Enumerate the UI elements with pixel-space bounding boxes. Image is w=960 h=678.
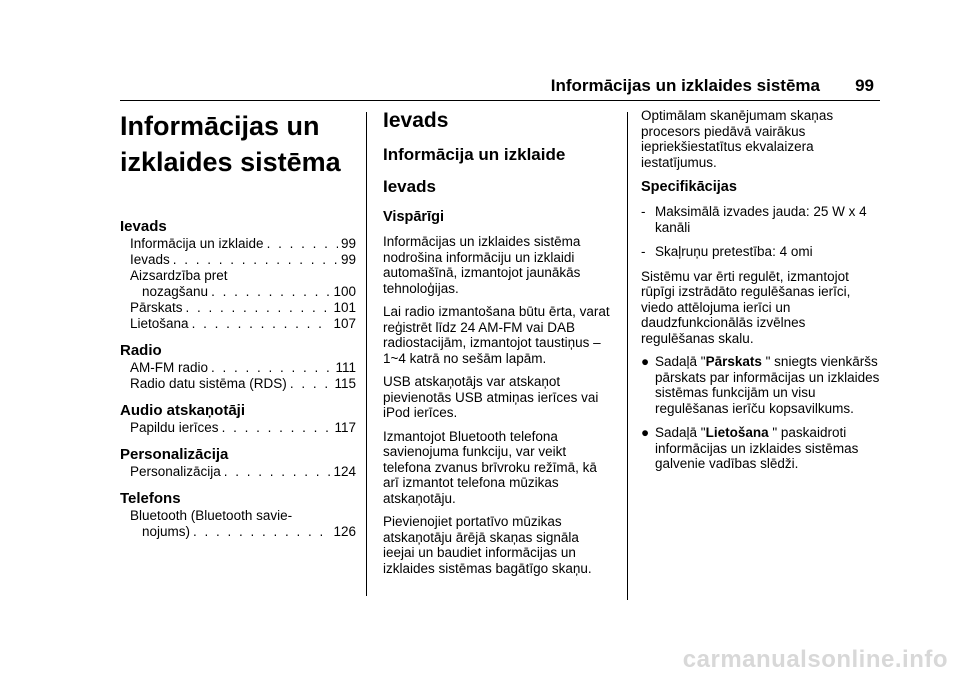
spec-list-item (641, 204, 881, 235)
toc-entry[interactable] (120, 300, 356, 316)
toc-entry-label: Informācija un izklaide (130, 236, 264, 251)
toc-entry[interactable] (120, 316, 356, 332)
toc-leader-dots (193, 524, 330, 540)
toc-entry-page: 107 (333, 316, 356, 331)
toc-entry-label: Radio datu sistēma (RDS) (130, 376, 287, 391)
bullet-text-pre: Sadaļā " (655, 425, 706, 440)
toc-entry-label: Personalizācija (130, 464, 221, 479)
section-heading: Ievads (383, 109, 449, 132)
toc-section-heading: Telefons (120, 490, 181, 507)
toc-leader-dots (290, 376, 332, 392)
topic-heading: Vispārīgi (383, 209, 444, 225)
column-divider (627, 112, 628, 600)
paragraph: Informācijas un izklaides sistēma nodrošina informāciju un izklaidi automašīnā, izmantojot jaunākās tehnoloģijas. (383, 234, 581, 296)
spec-text: Skaļruņu pretestība: 4 omi (655, 244, 813, 259)
bullet-text-bold: Pārskats (705, 354, 762, 369)
watermark[interactable]: carmanualsonline.info (682, 646, 948, 673)
bullet-icon: ● (641, 425, 650, 440)
toc-entry[interactable] (120, 376, 356, 392)
header-title: Informācijas un izklaides sistēma (550, 76, 820, 95)
specs-column (641, 108, 881, 481)
paragraph: Pievienojiet portatīvo mūzikas atskaņotāju ārējā skaņas signāla ieejai un baudiet informācijas un izklaides sistēmas bagātīgo skaņu. (383, 514, 592, 576)
toc-entry-label: Lietošana (130, 316, 189, 331)
toc-section-heading: Personalizācija (120, 446, 229, 463)
toc-entry[interactable] (120, 420, 356, 436)
bullet-list-item (641, 425, 881, 472)
paragraph: USB atskaņotājs var atskaņot pievienotās USB atmiņas ierīces vai iPod ierīces. (383, 374, 599, 420)
toc-entry-label: AM-FM radio (130, 360, 209, 375)
toc-section-heading: Audio atskaņotāji (120, 402, 246, 419)
toc-entry-page: 101 (333, 300, 356, 315)
bullet-icon: ● (641, 354, 650, 369)
toc-leader-dots (222, 420, 332, 436)
toc-leader-dots (211, 360, 332, 376)
toc-entry-label: Papildu ierīces (130, 420, 219, 435)
bullet-text (655, 425, 881, 472)
paragraph: Sistēmu var ērti regulēt, izmantojot rūpīgi izstrādāto regulēšanas ierīci, viedo attēlojuma ierīci un daudzfunkcionālās izvēlnes regulēšanas skalu. (641, 268, 851, 346)
chapter-title-line2: izklaides sistēma (120, 147, 341, 177)
bullet-text-pre: Sadaļā " (655, 354, 706, 369)
toc-entry-label: Pārskats (130, 300, 183, 315)
toc-entry-label: nozagšanu (142, 284, 209, 299)
toc-entry-label: Ievads (130, 252, 170, 267)
bullet-list-item (641, 354, 881, 416)
toc-entry-label: nojums) (142, 524, 191, 539)
intro-column (383, 108, 613, 584)
bullet-text (655, 354, 881, 416)
toc-entry-page: 100 (333, 284, 356, 299)
spec-text: Maksimālā izvades jauda: 25 W x 4 kanāli (655, 204, 867, 235)
table-of-contents (120, 218, 356, 540)
chapter-toc-column (120, 108, 356, 540)
toc-entry[interactable] (120, 284, 356, 300)
toc-entry-page: 111 (335, 360, 356, 375)
toc-entry-page: 126 (333, 524, 356, 539)
toc-section-heading: Radio (120, 342, 162, 359)
toc-entry[interactable] (120, 236, 356, 252)
toc-leader-dots (211, 284, 330, 300)
bullet-text-post: " paskaidroti informācijas un izklaides sistēmas galvenie vadības slēdži. (655, 425, 859, 471)
toc-leader-dots (192, 316, 331, 332)
subsection-heading: Ievads (383, 177, 436, 196)
toc-entry-line[interactable]: Bluetooth (Bluetooth savie- (130, 508, 293, 523)
topic-heading: Specifikācijas (641, 179, 737, 195)
paragraph: Izmantojot Bluetooth telefona savienojuma funkciju, var veikt telefona zvanus brīvroku režīmā, kā arī izmantot telefona mūzikas atskaņotāju. (383, 428, 597, 506)
toc-leader-dots (173, 252, 338, 268)
toc-entry-page: 117 (334, 420, 356, 435)
dash-marker: - (641, 204, 646, 219)
chapter-title-line1: Informācijas un (120, 111, 320, 141)
bullet-text-bold: Lietošana (705, 425, 769, 440)
toc-entry-line[interactable]: Aizsardzība pret (130, 268, 228, 283)
toc-leader-dots (267, 236, 338, 252)
toc-section-heading: Ievads (120, 218, 167, 235)
toc-entry-page: 99 (340, 252, 356, 267)
spec-list-item (641, 244, 881, 260)
toc-entry-page: 115 (334, 376, 356, 391)
toc-leader-dots (186, 300, 331, 316)
toc-entry-page: 99 (340, 236, 356, 251)
paragraph: Optimālam skanējumam skaņas procesors piedāvā vairākus iepriekšiestatītus ekvalaizera iestatījumus. (641, 108, 834, 170)
page-number: 99 (855, 76, 874, 95)
toc-entry[interactable] (120, 464, 356, 480)
column-divider (366, 112, 367, 596)
subsection-heading: Informācija un izklaide (383, 145, 566, 164)
page-header (120, 74, 880, 101)
toc-entry[interactable] (120, 360, 356, 376)
paragraph: Lai radio izmantošana būtu ērta, varat reģistrēt līdz 24 AM-FM vai DAB radiostacijām, izmantojot taustiņus ‒ 1~4 katrā no sešām lapām. (383, 304, 610, 366)
toc-entry[interactable] (120, 524, 356, 540)
toc-entry[interactable] (120, 252, 356, 268)
toc-entry-page: 124 (333, 464, 356, 479)
bullet-text-post: " sniegts vienkāršs pārskats par informācijas un izklaides sistēmas funkcijām un visu regulēšanas ierīču kopsavilkums. (655, 354, 880, 416)
dash-marker: - (641, 244, 646, 259)
toc-leader-dots (224, 464, 331, 480)
chapter-title (120, 108, 356, 180)
